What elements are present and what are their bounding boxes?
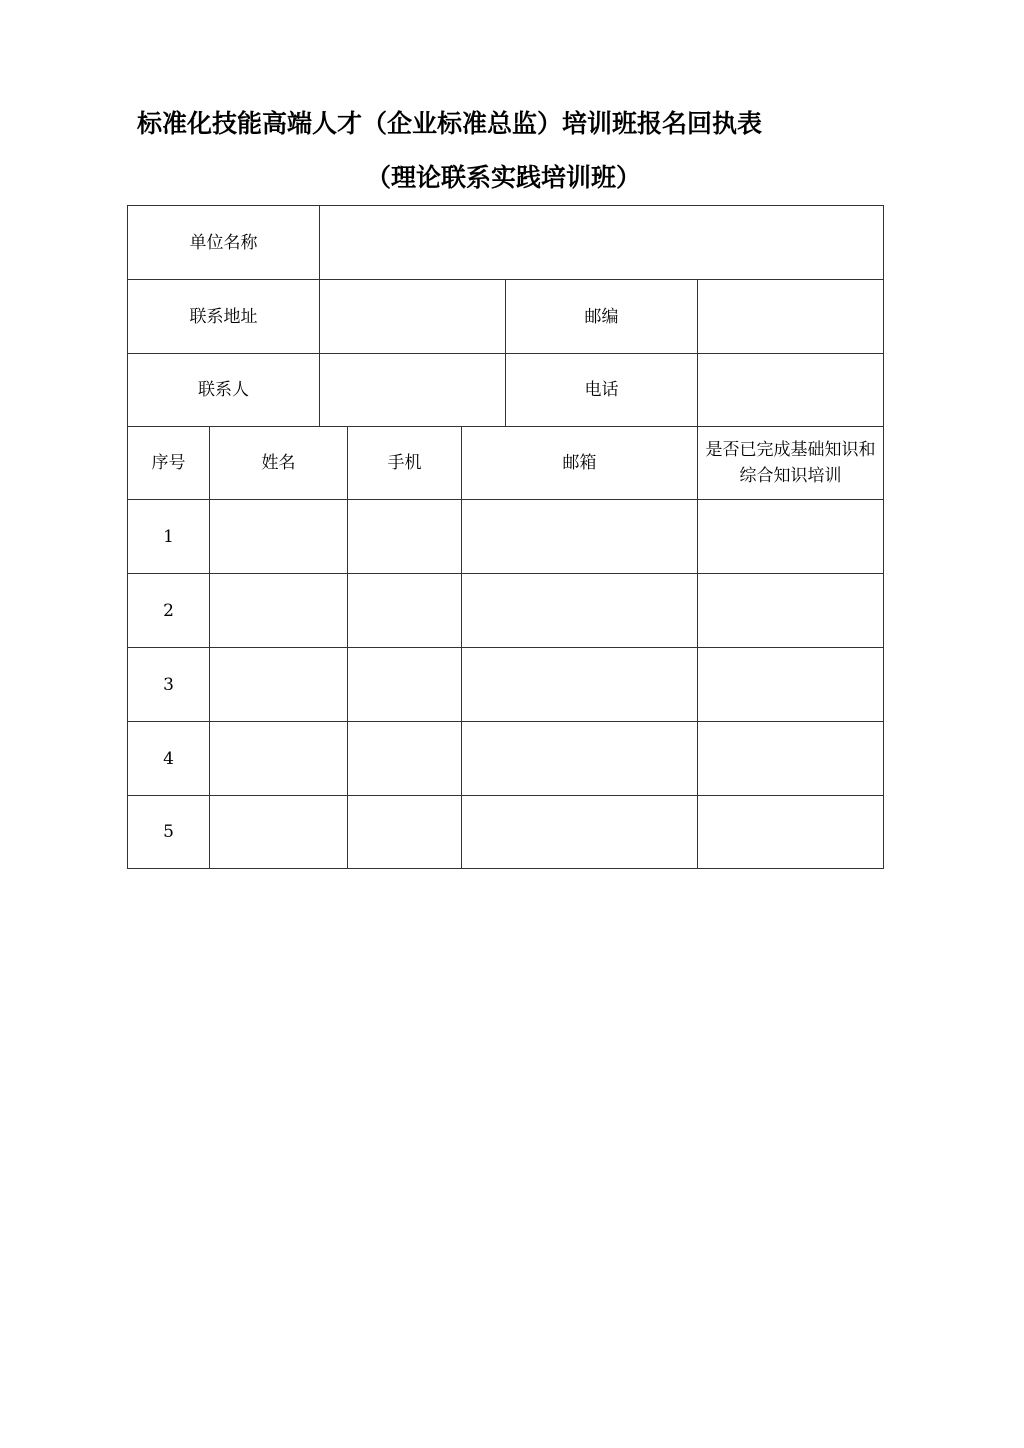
- row-index: 4: [127, 721, 210, 796]
- postcode-field[interactable]: [697, 279, 884, 354]
- row-name-field[interactable]: [209, 721, 348, 796]
- column-header-mobile: 手机: [347, 426, 462, 500]
- address-field[interactable]: [319, 279, 506, 354]
- row-mobile-field[interactable]: [347, 795, 462, 869]
- row-training-field[interactable]: [697, 795, 884, 869]
- postcode-label: 邮编: [505, 279, 698, 354]
- row-email-field[interactable]: [461, 499, 698, 574]
- phone-label: 电话: [505, 353, 698, 427]
- row-index: 2: [127, 573, 210, 648]
- row-name-field[interactable]: [209, 795, 348, 869]
- row-mobile-field[interactable]: [347, 721, 462, 796]
- column-header-index: 序号: [127, 426, 210, 500]
- address-label: 联系地址: [127, 279, 320, 354]
- row-mobile-field[interactable]: [347, 647, 462, 722]
- column-header-name: 姓名: [209, 426, 348, 500]
- row-training-field[interactable]: [697, 573, 884, 648]
- row-name-field[interactable]: [209, 647, 348, 722]
- registration-form-table: [127, 205, 884, 869]
- page-title: 标准化技能高端人才（企业标准总监）培训班报名回执表: [137, 109, 763, 138]
- unit-name-field[interactable]: [319, 205, 884, 280]
- row-name-field[interactable]: [209, 499, 348, 574]
- row-training-field[interactable]: [697, 721, 884, 796]
- contact-field[interactable]: [319, 353, 506, 427]
- unit-name-label: 单位名称: [127, 205, 320, 280]
- row-mobile-field[interactable]: [347, 499, 462, 574]
- row-training-field[interactable]: [697, 647, 884, 722]
- row-name-field[interactable]: [209, 573, 348, 648]
- row-email-field[interactable]: [461, 647, 698, 722]
- row-email-field[interactable]: [461, 795, 698, 869]
- row-index: 3: [127, 647, 210, 722]
- row-training-field[interactable]: [697, 499, 884, 574]
- row-index: 1: [127, 499, 210, 574]
- row-email-field[interactable]: [461, 721, 698, 796]
- row-email-field[interactable]: [461, 573, 698, 648]
- column-header-email: 邮箱: [461, 426, 698, 500]
- phone-field[interactable]: [697, 353, 884, 427]
- page-subtitle: （理论联系实践培训班）: [366, 163, 642, 192]
- column-header-training-completed: 是否已完成基础知识和综合知识培训: [697, 426, 884, 500]
- contact-label: 联系人: [127, 353, 320, 427]
- row-index: 5: [127, 795, 210, 869]
- row-mobile-field[interactable]: [347, 573, 462, 648]
